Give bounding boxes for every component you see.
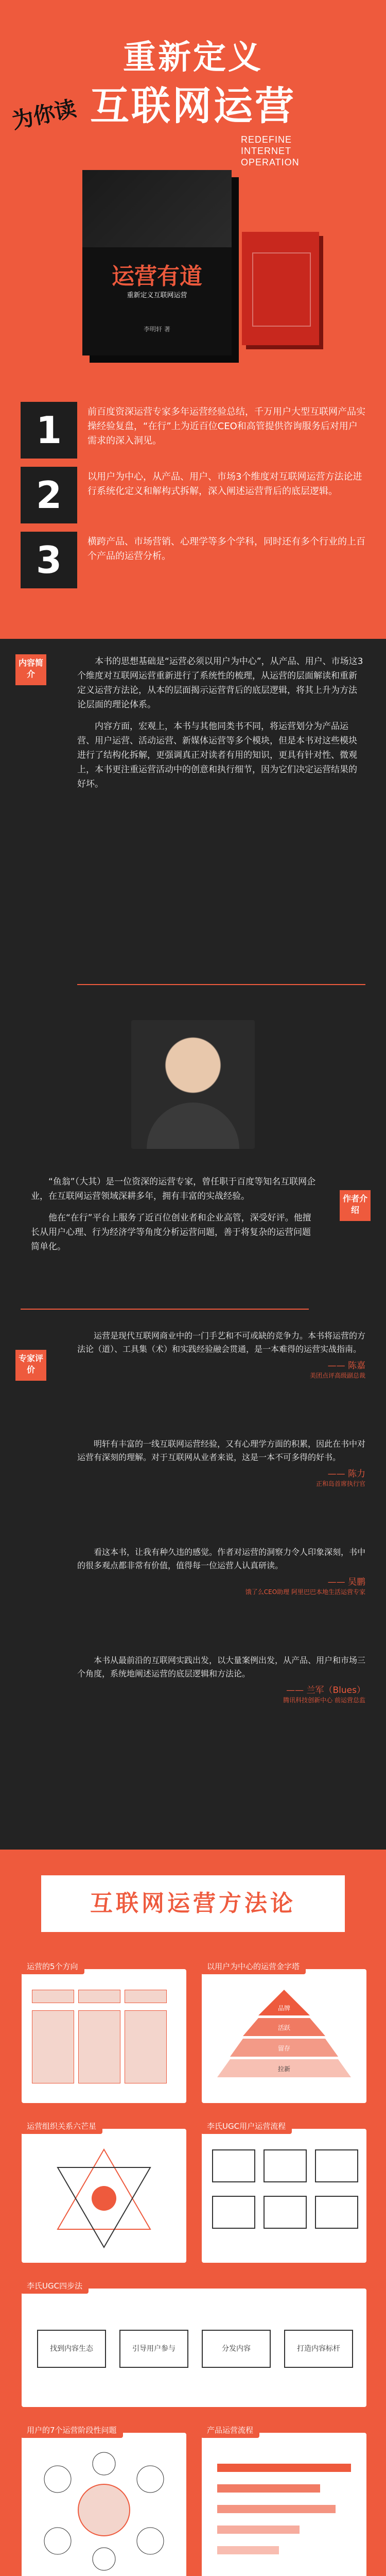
star-diagram [22, 2129, 186, 2258]
intro-tag: 内容简介 [15, 654, 46, 685]
needs-node [137, 2528, 164, 2554]
book-cover-art [82, 170, 232, 247]
ugc-step-box: 找到内容生态 [37, 2330, 106, 2368]
expert-quote [77, 1654, 365, 1713]
card-operation-framework [21, 1962, 187, 2104]
book-cover [82, 170, 232, 355]
quote-author: —— 陈力 [327, 1469, 365, 1479]
author-paragraph: 他在“在行”平台上服务了近百位创业者和企业高管，深受好评。他擅长从用户心理、行为经济学等角度分析运营问题，善于将复杂的运营问题简单化。 [31, 1213, 311, 1252]
product-ops-bar [217, 2505, 336, 2513]
pyramid-diagram [202, 1969, 366, 2098]
needs-node [44, 2466, 71, 2493]
grid-cell [78, 2010, 120, 2083]
quote-author: —— 兰军（Blues） [286, 1685, 365, 1696]
card-label: 李氏UGC四步法 [21, 2278, 89, 2294]
needs-node [44, 2528, 71, 2554]
process-box [315, 2149, 358, 2182]
card-label: 产品运营流程 [201, 2422, 259, 2438]
card-label: 以用户为中心的运营金字塔 [201, 1959, 306, 1974]
book-visual [21, 170, 365, 366]
card-label: 运营的5个方向 [21, 1959, 84, 1974]
card-label: 运营组织关系六芒星 [21, 2119, 102, 2134]
expert-quote [77, 1546, 365, 1604]
needs-node [93, 2548, 115, 2570]
card-label: 用户的7个运营阶段性问题 [21, 2422, 123, 2438]
selling-point [21, 532, 365, 594]
book-back-cover [242, 232, 319, 345]
methodology-section [0, 1850, 386, 2576]
quote-role: 饿了么CEO助理 阿里巴巴本地生活运营专家 [245, 1588, 365, 1596]
hero-subline-2: INTERNET [241, 146, 291, 156]
intro-body [77, 654, 365, 799]
card-label: 李氏UGC用户运营流程 [201, 2119, 292, 2134]
selling-points [21, 402, 365, 597]
methodology-title: 互联网运营方法论 [41, 1875, 345, 1932]
card-org-structure [21, 2122, 187, 2264]
pyramid-label: 活跃 [277, 2024, 291, 2031]
quote-role: 正和岛首席执行官 [315, 1480, 365, 1487]
product-ops-bar [217, 2484, 320, 2493]
methodology-header [0, 1875, 386, 1932]
intro-section [0, 639, 386, 999]
quote-author: —— 吴鹏 [327, 1577, 365, 1587]
grid-cell [125, 2010, 167, 2083]
expert-quote [77, 1329, 365, 1388]
grid-cell [32, 1990, 74, 2003]
quote-text: 明轩有丰富的一线互联网运营经验，又有心理学方面的积累，因此在书中对运营有深刻的理解。对于互联网从业者来说，这是一本不可多得的好书。 [77, 1439, 366, 1462]
pyramid-label: 品牌 [277, 2005, 291, 2012]
quote-role: 美团点评高级副总裁 [309, 1372, 365, 1379]
process-box [212, 2196, 255, 2229]
ugc-step-box: 引导用户参与 [119, 2330, 188, 2368]
needs-center [78, 2484, 130, 2536]
book-subtitle: 重新定义互联网运营 [127, 292, 187, 299]
author-paragraph: “鱼翁”（大其）是一位资深的运营专家，曾任职于百度等知名互联网企业，在互联网运营领域深耕多年，拥有丰富的实战经验。 [31, 1177, 316, 1201]
quote-text: 运营是现代互联网商业中的一门手艺和不可或缺的竞争力。本书将运营的方法论（道）、工具集（术）和实践经验融会贯通，是一本难得的运营实战指南。 [77, 1331, 366, 1354]
section-divider [77, 984, 365, 985]
quote-role: 腾讯科技创新中心 前运营总监 [283, 1697, 365, 1704]
brand-logo: 为你读 [9, 95, 79, 134]
needs-node [93, 2452, 115, 2475]
process-box [264, 2149, 307, 2182]
intro-paragraph: 本书的思想基础是“运营必须以用户为中心”，从产品、用户、市场这3个维度对互联网运营重新进行了系统性的梳理，从运营的层面解读和重新定义运营方法论，从本的层面揭示运营背后的底层逻辑，将其上升为方法论层面的理论体系。 [77, 656, 363, 710]
card-ugc-method [21, 2281, 367, 2408]
hero-title-line2: 互联网运营 [90, 83, 296, 129]
author-photo-body [147, 1103, 239, 1149]
ugc-step-box: 分发内容 [202, 2330, 271, 2368]
product-ops-bar [217, 2526, 300, 2534]
experts-section [0, 1319, 386, 1850]
book-back-emblem [252, 252, 311, 327]
author-photo [131, 1020, 255, 1149]
quote-text: 本书从最前沿的互联网实践出发，以大量案例出发，从产品、用户和市场三个角度，系统地阐述运营的底层逻辑和方法论。 [77, 1655, 366, 1679]
star-center [92, 2186, 116, 2211]
point-text: 横跨产品、市场营销、心理学等多个学科，同时还有多个行业的上百个产品的运营分析。 [87, 536, 365, 562]
pyramid-label: 拉新 [277, 2065, 291, 2073]
point-text: 前百度资深运营专家多年运营经验总结，千万用户大型互联网产品实操经验复盘，“在行”上为近百位CEO和高管提供咨询服务后对用户需求的深入洞见。 [87, 406, 365, 446]
pyramid-label: 留存 [277, 2045, 291, 2052]
card-ugc-process [201, 2122, 367, 2264]
author-body [31, 1175, 319, 1261]
hero-section [0, 0, 386, 639]
quote-author: —— 陈嘉 [327, 1361, 365, 1371]
card-user-needs [21, 2426, 187, 2576]
needs-node [137, 2466, 164, 2493]
point-text: 以用户为中心，从产品、用户、市场3个维度对互联网运营方法论进行系统化定义和解构式拆解，深入阐述运营背后的底层逻辑。 [87, 471, 362, 497]
quote-text: 看这本书，让我有种久违的感觉。作者对运营的洞察力令人印象深刻，书中的很多观点都非常有价值，值得每一位运营人认真研读。 [77, 1547, 366, 1570]
product-ops-bar [217, 2464, 351, 2472]
expert-quote [77, 1437, 365, 1496]
book-title: 运营有道 [112, 263, 202, 290]
point-number: 2 [21, 467, 77, 523]
process-box [315, 2196, 358, 2229]
card-user-pyramid [201, 1962, 367, 2104]
book-author: 李明轩 著 [144, 326, 170, 333]
product-ops-bar [217, 2546, 279, 2554]
experts-tag: 专家评价 [15, 1350, 46, 1381]
grid-cell [78, 1990, 120, 2003]
section-divider [21, 1309, 309, 1310]
hero-title-line1: 重新定义 [123, 39, 263, 77]
hero-subline-1: REDEFINE [241, 134, 292, 145]
grid-cell [32, 2010, 74, 2083]
needs-diagram [22, 2433, 186, 2576]
hero-subline [241, 134, 300, 168]
hero-subline-3: OPERATION [241, 157, 300, 167]
selling-point [21, 402, 365, 464]
process-box [212, 2149, 255, 2182]
point-number: 1 [21, 402, 77, 459]
point-number: 3 [21, 532, 77, 588]
intro-paragraph: 内容方面，宏观上，本书与其他同类书不同，将运营划分为产品运营、用户运营、活动运营、新媒体运营等多个模块，但是本书对这些模块进行了结构化拆解，更强调真正对读者有用的知识，更具有针对性、微观上，本书更注重运营活动中的创意和执行细节，因为它们决定运营结果的好坏。 [77, 721, 357, 789]
author-tag: 作者介绍 [340, 1190, 371, 1221]
process-box [264, 2196, 307, 2229]
ugc-step-box: 打造内容标杆 [284, 2330, 353, 2368]
card-product-ops [201, 2426, 367, 2576]
grid-cell [125, 1990, 167, 2003]
selling-point [21, 467, 365, 529]
